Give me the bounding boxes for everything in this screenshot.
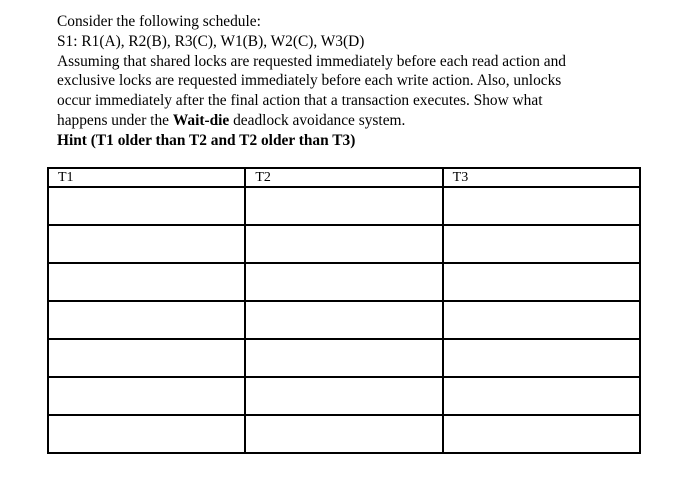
table-row bbox=[48, 415, 640, 453]
table-cell[interactable] bbox=[48, 187, 245, 225]
question-text bbox=[57, 12, 657, 151]
hint-text: Hint (T1 older than T2 and T2 older than T3) bbox=[57, 131, 356, 149]
table-row bbox=[48, 301, 640, 339]
table-cell[interactable] bbox=[48, 339, 245, 377]
transaction-table bbox=[47, 167, 641, 454]
table-cell[interactable] bbox=[48, 377, 245, 415]
table-cell[interactable] bbox=[443, 301, 640, 339]
header-t1: T1 bbox=[48, 168, 245, 187]
task-line bbox=[57, 111, 657, 131]
table-cell[interactable] bbox=[443, 263, 640, 301]
table-row bbox=[48, 187, 640, 225]
table-cell[interactable] bbox=[245, 225, 442, 263]
assumption-line-1: Assuming that shared locks are requested immediately before each read action and bbox=[57, 52, 566, 70]
table-cell[interactable] bbox=[245, 263, 442, 301]
table-cell[interactable] bbox=[443, 377, 640, 415]
table-cell[interactable] bbox=[48, 225, 245, 263]
table-header-row bbox=[48, 168, 640, 187]
table-cell[interactable] bbox=[245, 377, 442, 415]
table-cell[interactable] bbox=[48, 415, 245, 453]
schedule-line: S1: R1(A), R2(B), R3(C), W1(B), W2(C), W3(D) bbox=[57, 32, 365, 50]
table-row bbox=[48, 377, 640, 415]
header-t3: T3 bbox=[443, 168, 640, 187]
table-cell[interactable] bbox=[245, 187, 442, 225]
table-cell[interactable] bbox=[443, 339, 640, 377]
table-row bbox=[48, 263, 640, 301]
assumption-line-2: exclusive locks are requested immediately before each write action. Also, unlocks bbox=[57, 72, 562, 90]
assumption-line-3: occur immediately after the final action that a transaction executes. Show what bbox=[57, 92, 543, 110]
table-cell[interactable] bbox=[443, 415, 640, 453]
table-cell[interactable] bbox=[48, 301, 245, 339]
wait-die-term: Wait-die bbox=[172, 111, 230, 129]
hint-line bbox=[57, 131, 657, 151]
task-text-end: deadlock avoidance system. bbox=[229, 111, 406, 129]
table-cell[interactable] bbox=[443, 187, 640, 225]
table-cell[interactable] bbox=[443, 225, 640, 263]
table-row bbox=[48, 339, 640, 377]
table-cell[interactable] bbox=[245, 301, 442, 339]
task-text-start: happens under the bbox=[57, 111, 173, 129]
table-cell[interactable] bbox=[48, 263, 245, 301]
table-cell[interactable] bbox=[245, 339, 442, 377]
table-row bbox=[48, 225, 640, 263]
intro-line: Consider the following schedule: bbox=[57, 13, 261, 30]
header-t2: T2 bbox=[245, 168, 442, 187]
table-cell[interactable] bbox=[245, 415, 442, 453]
